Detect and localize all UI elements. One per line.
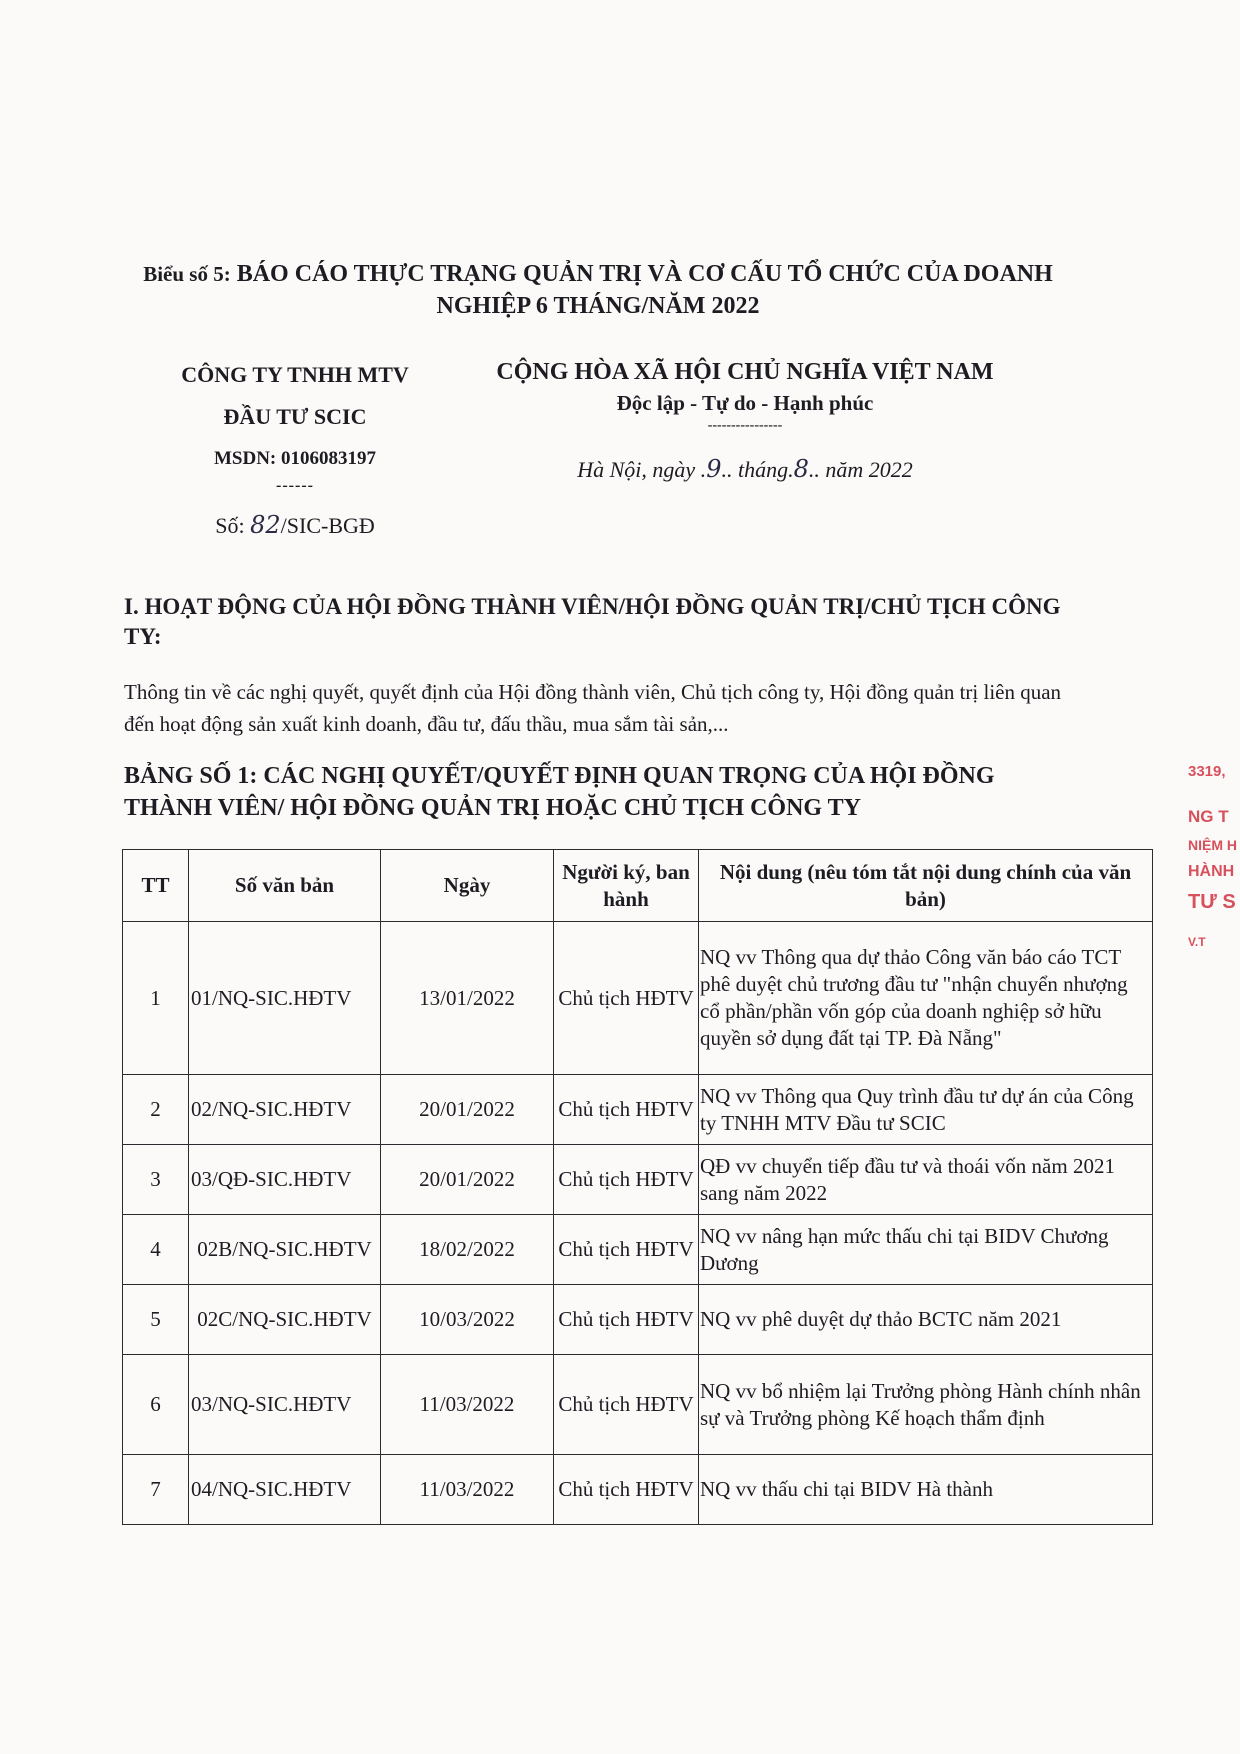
document-date <box>470 454 1020 485</box>
national-motto: Độc lập - Tự do - Hạnh phúc <box>616 391 874 415</box>
cell-tt: 1 <box>123 922 189 1075</box>
cell-content: NQ vv Thông qua Quy trình đầu tư dự án của Công ty TNHH MTV Đầu tư SCIC <box>699 1075 1153 1145</box>
cell-date: 13/01/2022 <box>381 922 554 1075</box>
header-content: Nội dung (nêu tóm tắt nội dung chính của văn bản) <box>699 850 1153 922</box>
resolutions-table <box>122 849 1153 1525</box>
company-separator: ------ <box>276 477 314 494</box>
company-name-line2: ĐẦU TƯ SCIC <box>223 404 367 429</box>
company-name-line1: CÔNG TY TNHH MTV <box>181 362 409 387</box>
table-row <box>123 922 1153 1075</box>
stamp-line: HÀNH <box>1188 863 1235 880</box>
table-row <box>123 1075 1153 1145</box>
section-intro: Thông tin về các nghị quyết, quyết định của Hội đồng thành viên, Chủ tịch công ty, Hội đồng quản trị liên quan đến hoạt động sản xuất kinh doanh, đầu tư, đấu thầu, mua sắm tài sản,... <box>124 680 1062 736</box>
table-row <box>123 1355 1153 1455</box>
cell-doc-no: 03/NQ-SIC.HĐTV <box>189 1355 381 1455</box>
table-row <box>123 1455 1153 1525</box>
cell-tt: 7 <box>123 1455 189 1525</box>
table-title: BẢNG SỐ 1: CÁC NGHỊ QUYẾT/QUYẾT ĐỊNH QUAN TRỌNG CỦA HỘI ĐỒNG THÀNH VIÊN/ HỘI ĐỒNG QUẢN TRỊ HOẶC CHỦ TỊCH CÔNG TY <box>124 763 995 821</box>
cell-date: 20/01/2022 <box>381 1145 554 1215</box>
date-suffix: .. năm 2022 <box>808 457 913 482</box>
cell-date: 20/01/2022 <box>381 1075 554 1145</box>
cell-date: 11/03/2022 <box>381 1355 554 1455</box>
cell-date: 18/02/2022 <box>381 1215 554 1285</box>
table-row <box>123 1215 1153 1285</box>
stamp-line: NG T <box>1188 807 1229 826</box>
table-row <box>123 1145 1153 1215</box>
cell-content: NQ vv thấu chi tại BIDV Hà thành <box>699 1455 1153 1525</box>
cell-tt: 2 <box>123 1075 189 1145</box>
document-number-handwritten: 82 <box>250 511 281 539</box>
stamp-line: 3319, <box>1188 763 1226 780</box>
cell-date: 11/03/2022 <box>381 1455 554 1525</box>
cell-doc-no: 02C/NQ-SIC.HĐTV <box>189 1285 381 1355</box>
stamp-line: TƯ S <box>1188 891 1236 913</box>
date-prefix: Hà Nội, ngày . <box>577 457 707 482</box>
report-title: BÁO CÁO THỰC TRẠNG QUẢN TRỊ VÀ CƠ CẤU TỔ CHỨC CỦA DOANH NGHIỆP 6 THÁNG/NĂM 2022 <box>236 261 1053 319</box>
national-separator: ---------------- <box>707 418 783 433</box>
form-number: Biểu số 5: <box>143 262 231 286</box>
document-number-suffix: /SIC-BGĐ <box>280 513 375 538</box>
cell-date: 10/03/2022 <box>381 1285 554 1355</box>
date-middle: .. tháng. <box>721 457 794 482</box>
header-signer: Người ký, ban hành <box>554 850 699 922</box>
header-doc-no: Số văn bản <box>189 850 381 922</box>
cell-signer: Chủ tịch HĐTV <box>554 1285 699 1355</box>
cell-doc-no: 02B/NQ-SIC.HĐTV <box>189 1215 381 1285</box>
document-title <box>128 258 1068 322</box>
header-date: Ngày <box>381 850 554 922</box>
date-day-handwritten: 9 <box>706 455 722 483</box>
document-number-prefix: Số: <box>215 513 245 538</box>
cell-content: NQ vv phê duyệt dự thảo BCTC năm 2021 <box>699 1285 1153 1355</box>
cell-doc-no: 01/NQ-SIC.HĐTV <box>189 922 381 1075</box>
cell-tt: 3 <box>123 1145 189 1215</box>
stamp-line: V.T <box>1188 935 1206 949</box>
cell-tt: 6 <box>123 1355 189 1455</box>
margin-seal-stamp <box>1186 755 1240 970</box>
cell-doc-no: 03/QĐ-SIC.HĐTV <box>189 1145 381 1215</box>
stamp-line: NIỆM H <box>1188 837 1237 853</box>
cell-doc-no: 02/NQ-SIC.HĐTV <box>189 1075 381 1145</box>
document-number <box>150 510 440 541</box>
national-header <box>470 356 1020 485</box>
cell-signer: Chủ tịch HĐTV <box>554 1145 699 1215</box>
date-month-handwritten: 8 <box>793 455 809 483</box>
national-title: CỘNG HÒA XÃ HỘI CHỦ NGHĨA VIỆT NAM <box>496 359 994 385</box>
section-heading: I. HOẠT ĐỘNG CỦA HỘI ĐỒNG THÀNH VIÊN/HỘI ĐỒNG QUẢN TRỊ/CHỦ TỊCH CÔNG TY: <box>124 594 1061 649</box>
cell-signer: Chủ tịch HĐTV <box>554 1455 699 1525</box>
table-header-row <box>123 850 1153 922</box>
cell-signer: Chủ tịch HĐTV <box>554 1355 699 1455</box>
company-tax-id: MSDN: 0106083197 <box>213 448 377 469</box>
table-row <box>123 1285 1153 1355</box>
cell-tt: 5 <box>123 1285 189 1355</box>
header-tt: TT <box>123 850 189 922</box>
cell-tt: 4 <box>123 1215 189 1285</box>
cell-signer: Chủ tịch HĐTV <box>554 1075 699 1145</box>
cell-content: QĐ vv chuyển tiếp đầu tư và thoái vốn năm 2021 sang năm 2022 <box>699 1145 1153 1215</box>
company-header <box>150 360 440 541</box>
cell-content: NQ vv bổ nhiệm lại Trưởng phòng Hành chính nhân sự và Trưởng phòng Kế hoạch thẩm định <box>699 1355 1153 1455</box>
cell-doc-no: 04/NQ-SIC.HĐTV <box>189 1455 381 1525</box>
cell-content: NQ vv nâng hạn mức thấu chi tại BIDV Chương Dương <box>699 1215 1153 1285</box>
cell-signer: Chủ tịch HĐTV <box>554 1215 699 1285</box>
cell-signer: Chủ tịch HĐTV <box>554 922 699 1075</box>
cell-content: NQ vv Thông qua dự thảo Công văn báo cáo TCT phê duyệt chủ trương đầu tư "nhận chuyển nhượng cổ phần/phần vốn góp của doanh nghiệp sở hữu quyền sở dụng đất tại TP. Đà Nẵng" <box>699 922 1153 1075</box>
